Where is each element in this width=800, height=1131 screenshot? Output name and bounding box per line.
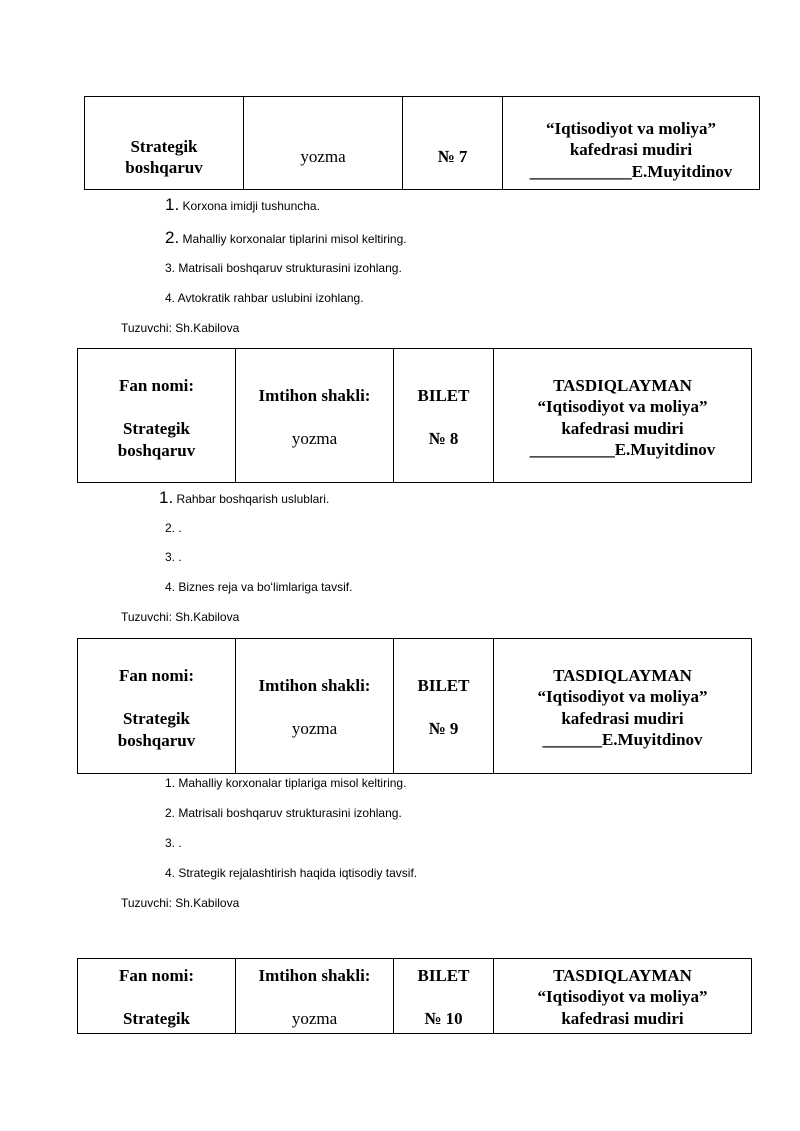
question-1: 1. Rahbar boshqarish uslublari. xyxy=(159,488,330,507)
subject-cell xyxy=(78,349,236,483)
subject-cell xyxy=(78,639,236,774)
exam-form-cell xyxy=(236,349,394,483)
subject-name-line-2: boshqaruv xyxy=(117,730,196,750)
question-4: 4. Strategik rejalashtirish haqida iqtisodiy tavsif. xyxy=(165,866,418,880)
department-name: “Iqtisodiyot va moliya” xyxy=(537,397,708,417)
department-head-signature: ____________E.Muyitdinov xyxy=(529,161,733,181)
ticket-author: Tuzuvchi: Sh.Kabilova xyxy=(121,321,240,335)
question-2: 2. . xyxy=(165,521,182,535)
ticket-10-header-table xyxy=(77,958,752,1034)
department-head-signature: _______E.Muyitdinov xyxy=(542,729,703,749)
exam-form-value: yozma xyxy=(291,719,338,739)
approval-cell xyxy=(494,349,752,483)
exam-form-label: Imtihon shakli: xyxy=(258,966,371,985)
ticket-7-header-table xyxy=(84,96,760,190)
subject-name-line-2: boshqaruv xyxy=(117,440,196,460)
question-1: 1. Korxona imidji tushuncha. xyxy=(165,195,320,214)
ticket-author: Tuzuvchi: Sh.Kabilova xyxy=(121,610,240,624)
department-name: “Iqtisodiyot va moliya” xyxy=(545,119,717,139)
subject-name-line-1: Strategik xyxy=(122,1009,191,1029)
approval-cell xyxy=(503,97,760,190)
department-head-title: kafedrasi mudiri xyxy=(569,140,693,160)
question-2: 2. Mahalliy korxonalar tiplarini misol keltiring. xyxy=(165,228,407,247)
approval-title: TASDIQLAYMAN xyxy=(553,966,692,985)
ticket-label: BILET xyxy=(417,386,470,405)
ticket-number: № 9 xyxy=(428,719,459,739)
exam-form-cell xyxy=(244,97,403,190)
question-3: 3. Matrisali boshqaruv strukturasini izohlang. xyxy=(165,261,402,275)
approval-cell xyxy=(494,639,752,774)
ticket-number-cell xyxy=(394,959,494,1034)
ticket-label: BILET xyxy=(417,966,470,985)
subject-label: Fan nomi: xyxy=(118,966,195,985)
question-4: 4. Biznes reja va boʻlimlariga tavsif. xyxy=(165,580,353,594)
ticket-8-header-table xyxy=(77,348,752,483)
ticket-number-cell xyxy=(403,97,503,190)
exam-form-cell xyxy=(236,959,394,1034)
department-name: “Iqtisodiyot va moliya” xyxy=(537,987,708,1007)
subject-cell xyxy=(78,959,236,1034)
exam-form-value: yozma xyxy=(300,147,346,167)
exam-form-cell xyxy=(236,639,394,774)
department-head-title: kafedrasi mudiri xyxy=(561,1008,684,1028)
approval-title: TASDIQLAYMAN xyxy=(553,376,692,395)
ticket-author: Tuzuvchi: Sh.Kabilova xyxy=(121,896,240,910)
exam-form-label: Imtihon shakli: xyxy=(258,676,371,695)
exam-form-value: yozma xyxy=(291,1009,338,1029)
subject-label: Fan nomi: xyxy=(118,666,195,685)
subject-label: Fan nomi: xyxy=(118,376,195,395)
subject-cell xyxy=(85,97,244,190)
subject-name-line-1: Strategik xyxy=(130,136,198,156)
department-head-title: kafedrasi mudiri xyxy=(561,418,684,438)
question-4: 4. Avtokratik rahbar uslubini izohlang. xyxy=(165,291,364,305)
department-head-title: kafedrasi mudiri xyxy=(561,708,684,728)
question-2: 2. Matrisali boshqaruv strukturasini izohlang. xyxy=(165,806,402,820)
subject-name-line-1: Strategik xyxy=(122,709,191,729)
approval-title: TASDIQLAYMAN xyxy=(553,666,692,685)
subject-name-line-1: Strategik xyxy=(122,419,191,439)
department-head-signature: __________E.Muyitdinov xyxy=(529,439,716,459)
ticket-number: № 8 xyxy=(428,429,459,449)
ticket-number-cell xyxy=(394,349,494,483)
ticket-9-header-table xyxy=(77,638,752,774)
ticket-number: № 10 xyxy=(424,1009,463,1029)
approval-cell xyxy=(494,959,752,1034)
subject-name-line-2: boshqaruv xyxy=(125,158,203,177)
exam-form-value: yozma xyxy=(291,429,338,449)
ticket-number: № 7 xyxy=(437,147,468,167)
ticket-number-cell xyxy=(394,639,494,774)
question-1: 1. Mahalliy korxonalar tiplariga misol keltiring. xyxy=(165,776,407,790)
ticket-label: BILET xyxy=(417,676,470,695)
exam-form-label: Imtihon shakli: xyxy=(258,386,371,405)
question-3: 3. . xyxy=(165,550,182,564)
question-3: 3. . xyxy=(165,836,182,850)
department-name: “Iqtisodiyot va moliya” xyxy=(537,687,708,707)
